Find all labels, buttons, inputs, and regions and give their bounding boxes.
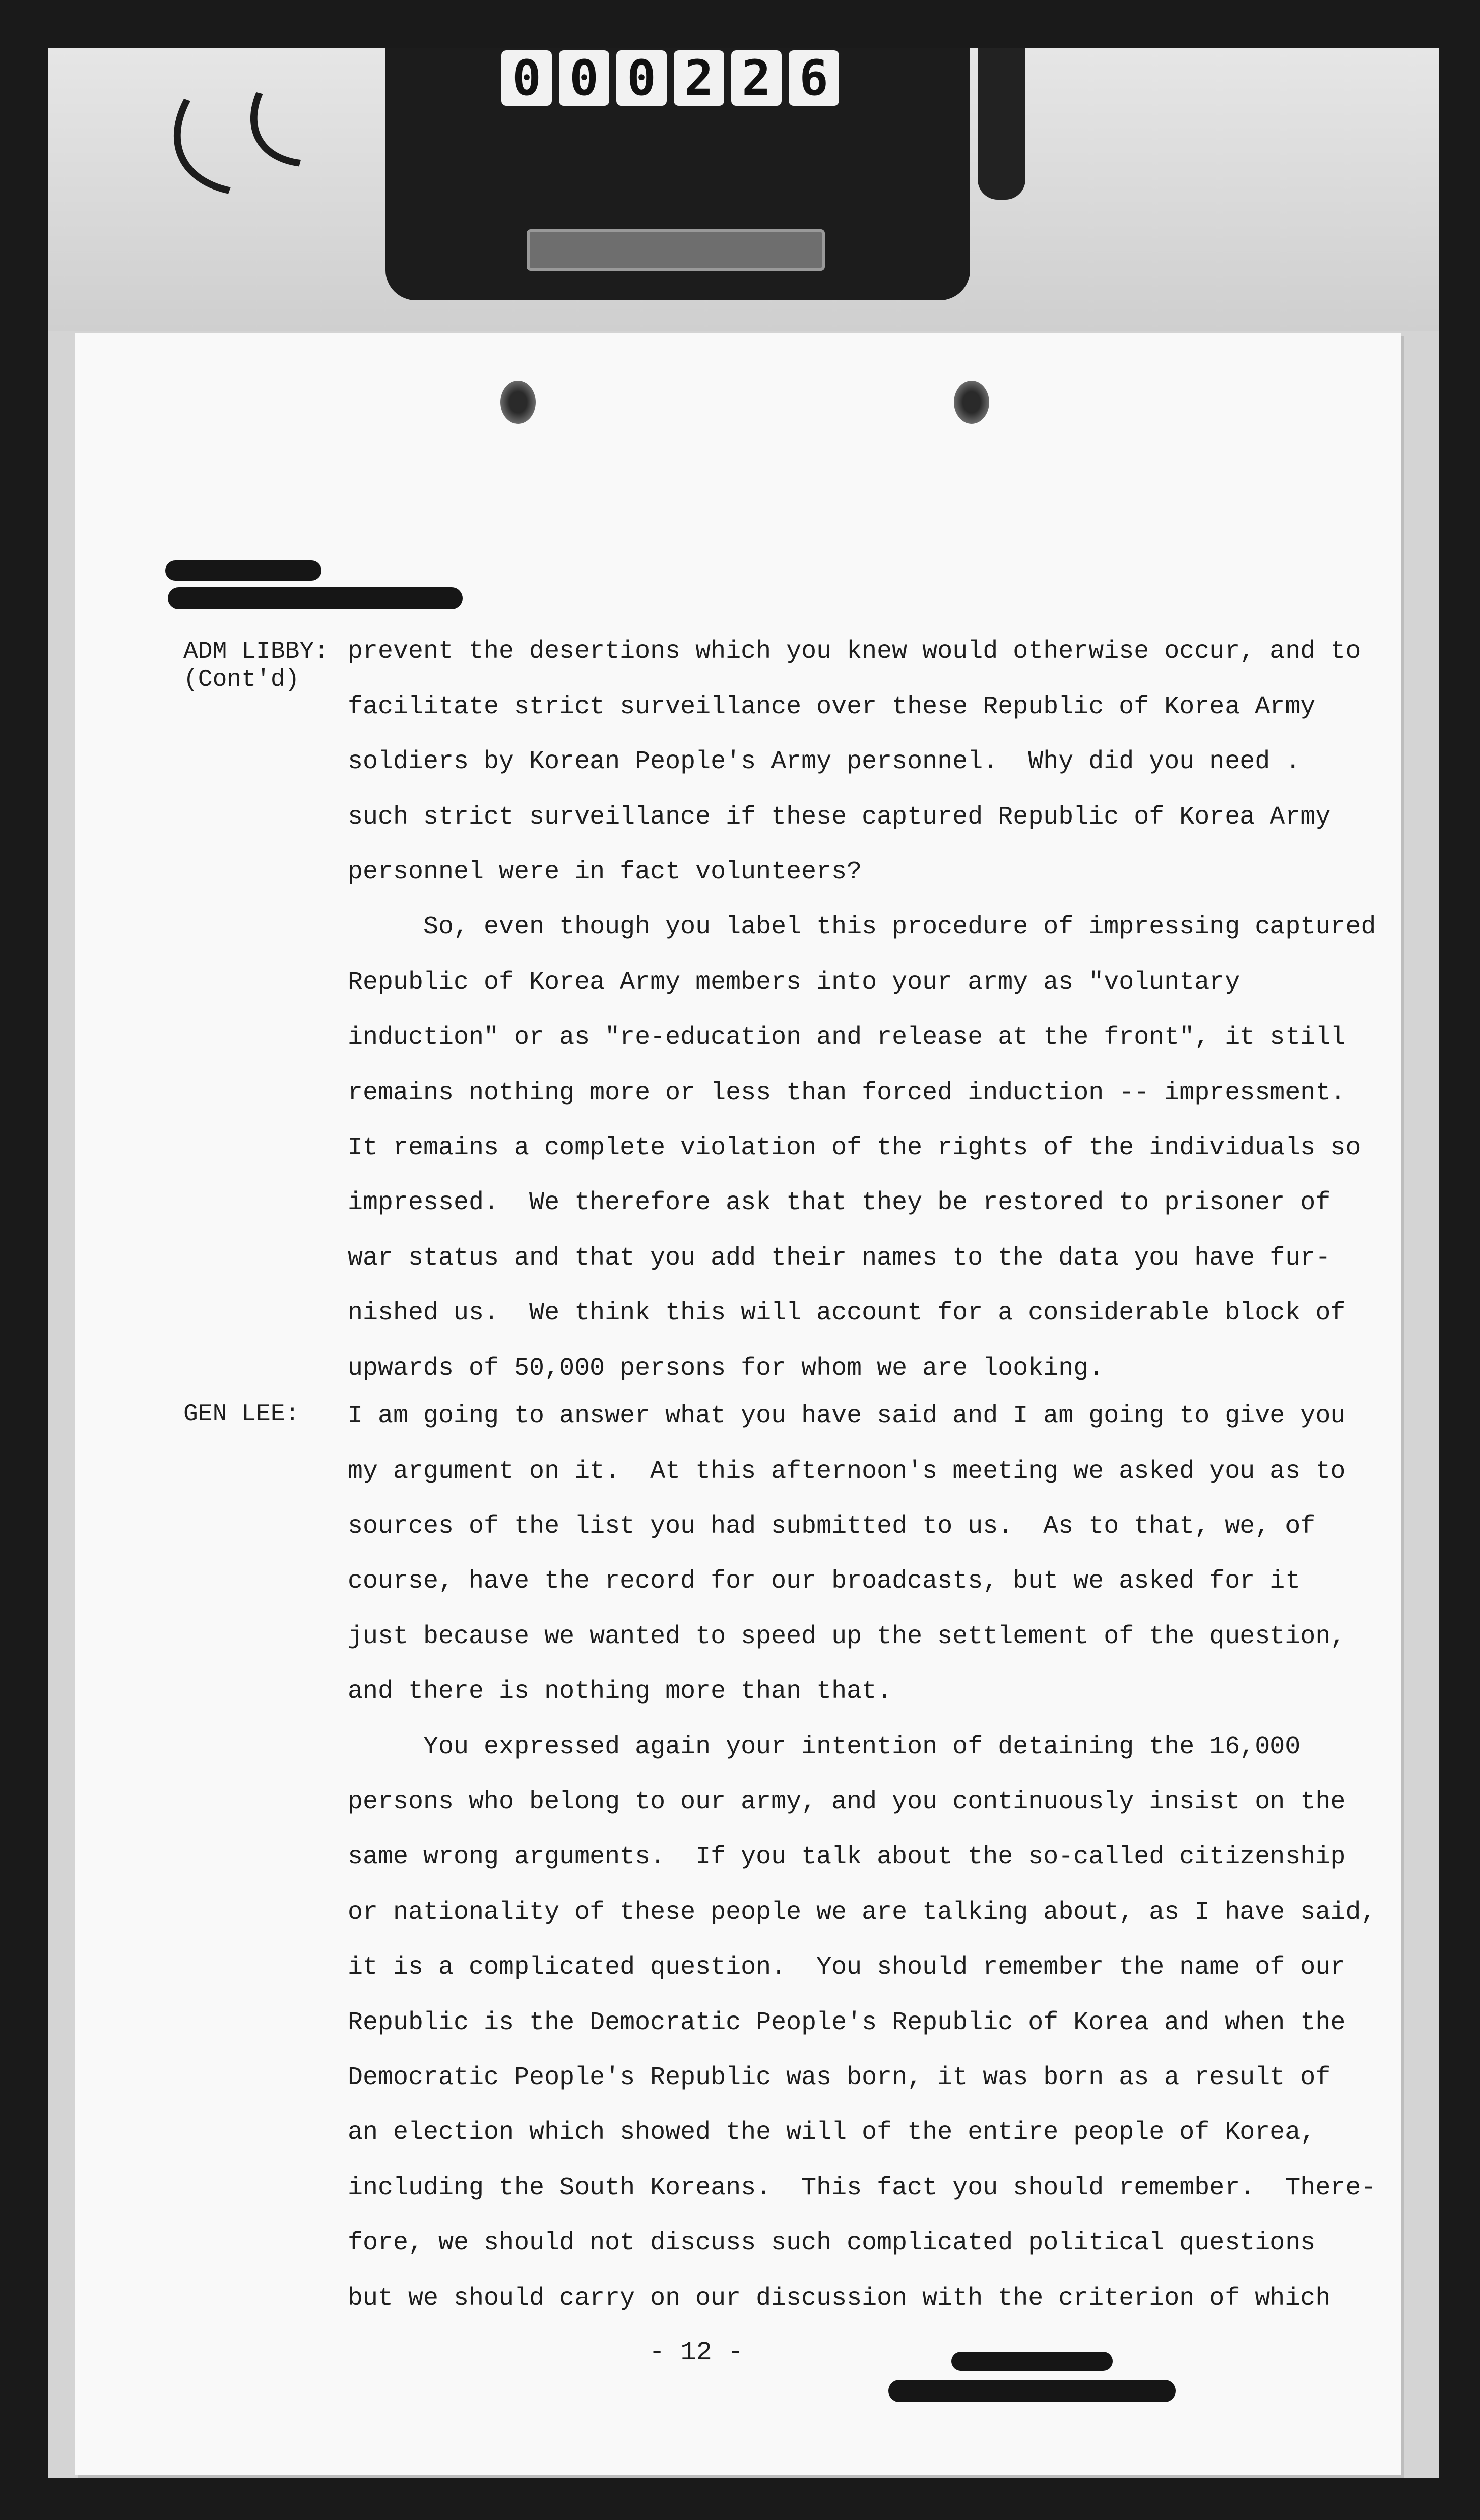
speaker-continued-note: (Cont'd) [183, 666, 300, 694]
text-line: my argument on it. At this afternoon's meeting we asked you as to [348, 1457, 1346, 1486]
redaction-bar [888, 2380, 1176, 2402]
text-line: upwards of 50,000 persons for whom we are looking. [348, 1354, 1104, 1383]
text-line: induction" or as "re-education and release at the front", it still [348, 1023, 1346, 1052]
text-line: just because we wanted to speed up the settlement of the question, [348, 1622, 1346, 1651]
counter-digit: 0 [501, 50, 552, 106]
text-line: nished us. We think this will account for a considerable block of [348, 1299, 1346, 1328]
page-number: - 12 - [649, 2338, 744, 2367]
frame-counter-digits [501, 50, 844, 106]
text-line: persons who belong to our army, and you continuously insist on the [348, 1788, 1346, 1816]
text-line: an election which showed the will of the entire people of Korea, [348, 2118, 1316, 2147]
speaker-label [183, 1400, 299, 1428]
text-line: course, have the record for our broadcasts, but we asked for it [348, 1567, 1301, 1596]
counter-digit: 0 [616, 50, 667, 106]
text-line: such strict surveillance if these captured Republic of Korea Army [348, 803, 1331, 832]
counter-digit: 0 [559, 50, 609, 106]
text-line: but we should carry on our discussion with the criterion of which [348, 2284, 1331, 2313]
speaker-name: ADM LIBBY: [183, 638, 329, 665]
text-line: same wrong arguments. If you talk about the so-called citizenship [348, 1843, 1346, 1871]
text-line: soldiers by Korean People's Army personnel. Why did you need . [348, 747, 1301, 776]
text-line: personnel were in fact volunteers? [348, 858, 862, 887]
text-line: and there is nothing more than that. [348, 1677, 892, 1706]
text-line: Republic is the Democratic People's Republic of Korea and when the [348, 2008, 1346, 2037]
speaker-name: GEN LEE: [183, 1401, 300, 1428]
text-line: prevent the desertions which you knew would otherwise occur, and to [348, 637, 1361, 666]
text-line: remains nothing more or less than forced induction -- impressment. [348, 1079, 1346, 1107]
text-line: I am going to answer what you have said and I am going to give you [348, 1402, 1346, 1430]
counter-digit: 2 [731, 50, 782, 106]
text-line: including the South Koreans. This fact you should remember. There- [348, 2174, 1376, 2202]
document-body [75, 333, 1401, 2475]
text-line: impressed. We therefore ask that they be restored to prisoner of [348, 1188, 1331, 1217]
text-line: or nationality of these people we are talking about, as I have said, [348, 1898, 1376, 1927]
text-line: war status and that you add their names to the data you have fur- [348, 1244, 1331, 1273]
counter-plate [527, 229, 825, 271]
text-line: So, even though you label this procedure of impressing captured [348, 913, 1376, 941]
text-line: it is a complicated question. You should remember the name of our [348, 1953, 1346, 1982]
text-line: sources of the list you had submitted to us. As to that, we, of [348, 1512, 1316, 1541]
text-line: You expressed again your intention of detaining the 16,000 [348, 1733, 1301, 1761]
counter-knob [978, 48, 1025, 200]
counter-digit: 6 [789, 50, 839, 106]
text-line: Democratic People's Republic was born, it was born as a result of [348, 2063, 1331, 2092]
counter-digit: 2 [674, 50, 724, 106]
speaker-label [183, 638, 329, 694]
document-page [75, 333, 1401, 2475]
redaction-bar [951, 2352, 1113, 2371]
text-line: fore, we should not discuss such complicated political questions [348, 2229, 1316, 2257]
text-line: It remains a complete violation of the rights of the individuals so [348, 1133, 1361, 1162]
text-line: Republic of Korea Army members into your army as "voluntary [348, 968, 1240, 997]
text-line: facilitate strict surveillance over these Republic of Korea Army [348, 692, 1316, 721]
